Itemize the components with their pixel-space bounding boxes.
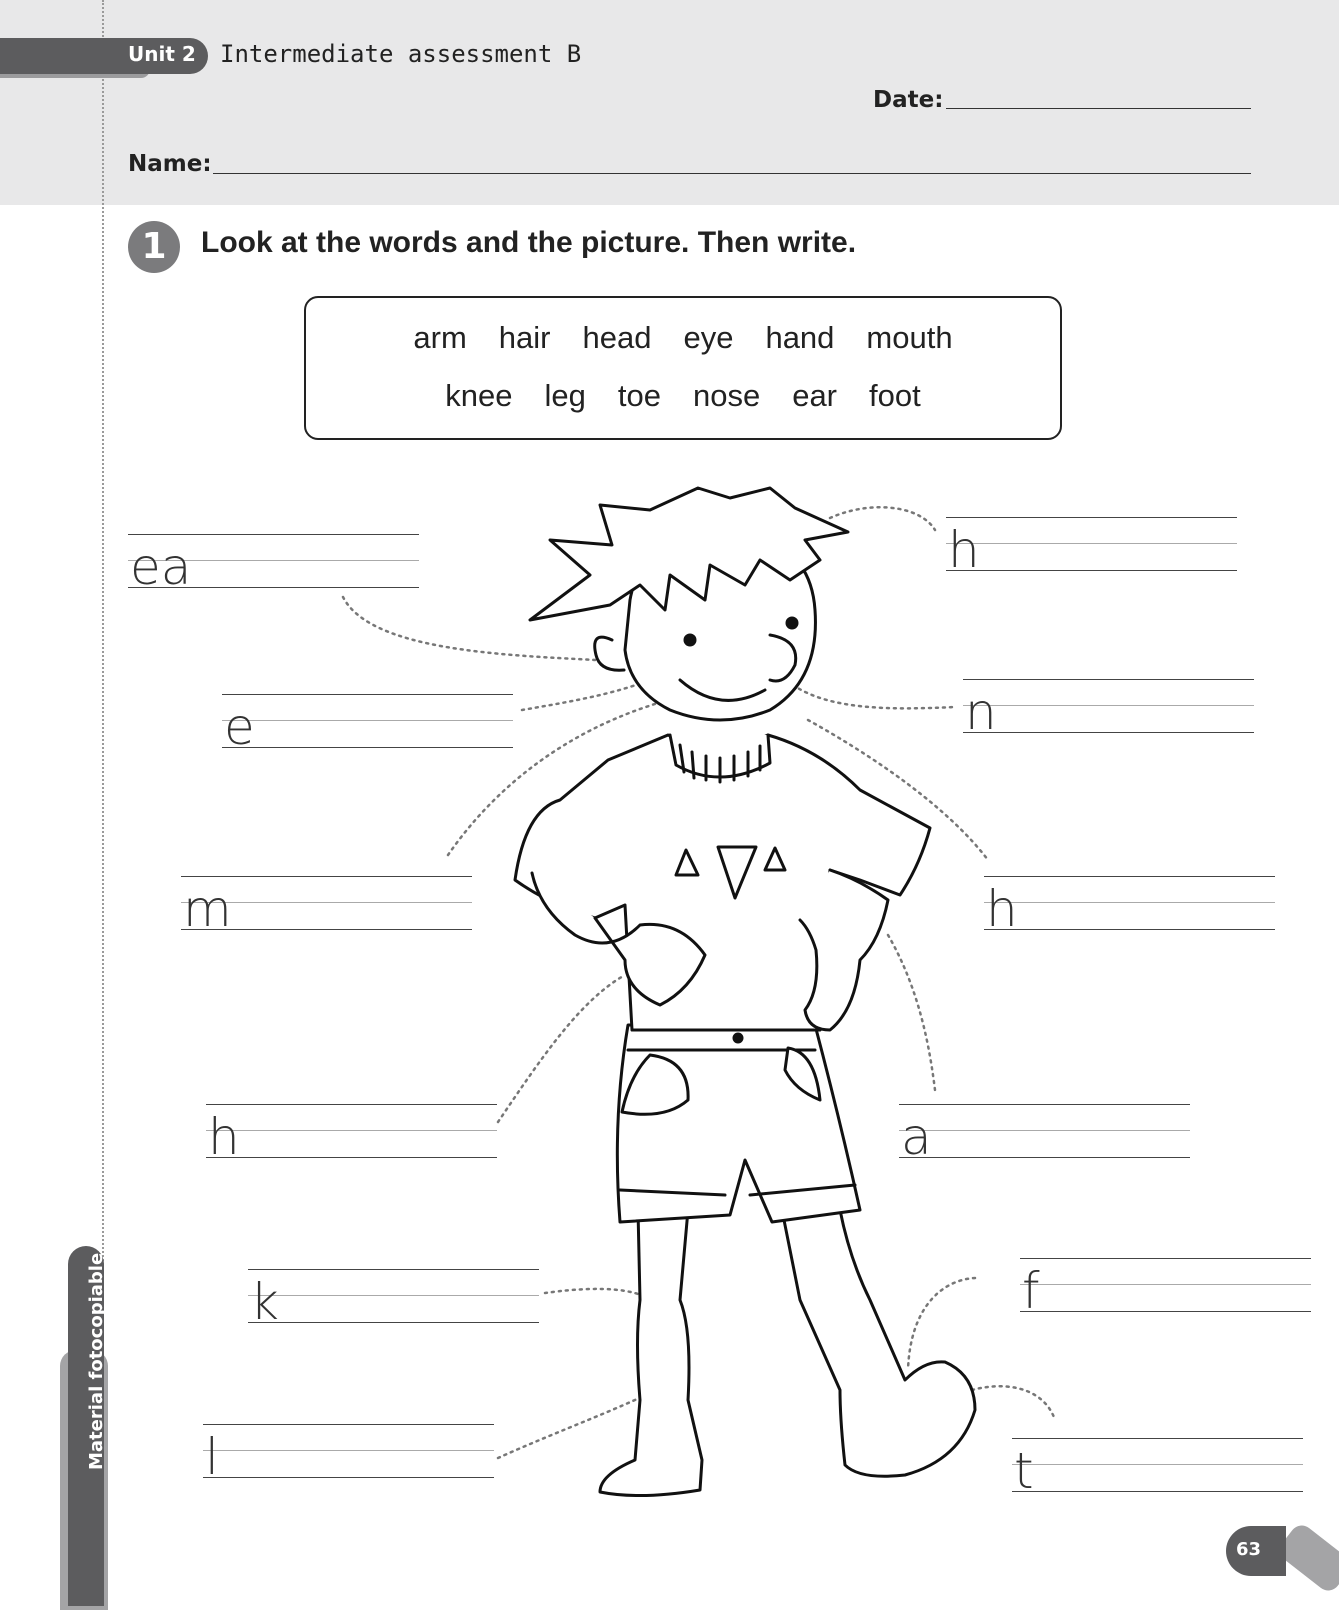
word-bank-word: foot bbox=[869, 378, 921, 413]
word-bank-word: mouth bbox=[866, 320, 953, 355]
answer-hint: h bbox=[208, 1108, 240, 1166]
word-bank-word: head bbox=[582, 320, 652, 355]
answer-line-nose[interactable] bbox=[963, 679, 1254, 741]
answer-hint: ea bbox=[130, 538, 192, 596]
answer-line-hair[interactable] bbox=[946, 517, 1237, 579]
answer-line-leg[interactable] bbox=[203, 1424, 494, 1486]
word-bank-word: knee bbox=[445, 378, 513, 413]
word-bank-word: leg bbox=[544, 378, 586, 413]
unit-label: Unit 2 bbox=[128, 42, 196, 66]
answer-line-knee[interactable] bbox=[248, 1269, 539, 1331]
word-bank-word: ear bbox=[792, 378, 838, 413]
exercise-instruction: Look at the words and the picture. Then write. bbox=[201, 226, 857, 259]
answer-hint: n bbox=[965, 683, 997, 741]
answer-line-foot[interactable] bbox=[1020, 1258, 1311, 1320]
answer-hint: l bbox=[205, 1428, 219, 1486]
assessment-title: Intermediate assessment B bbox=[220, 40, 582, 68]
answer-line-arm[interactable] bbox=[899, 1104, 1190, 1166]
answer-line-hand[interactable] bbox=[206, 1104, 497, 1166]
word-bank-word: eye bbox=[683, 320, 734, 355]
page-number: 63 bbox=[1236, 1539, 1262, 1560]
answer-line-mouth[interactable] bbox=[181, 876, 472, 938]
answer-hint: f bbox=[1022, 1262, 1040, 1320]
answer-hint: e bbox=[224, 698, 255, 756]
answer-line-ear[interactable] bbox=[128, 534, 419, 596]
answer-line-toe[interactable] bbox=[1012, 1438, 1303, 1500]
word-bank-word: hand bbox=[765, 320, 835, 355]
exercise-number-badge: 1 bbox=[128, 221, 180, 273]
word-bank-word: hair bbox=[498, 320, 551, 355]
word-bank-word: nose bbox=[692, 378, 761, 413]
answer-line-eye[interactable] bbox=[222, 694, 513, 756]
boy-figure bbox=[515, 488, 975, 1496]
answer-hint: a bbox=[901, 1108, 932, 1166]
photocopiable-label: Material fotocopiable bbox=[86, 1252, 107, 1470]
answer-hint: m bbox=[183, 880, 232, 938]
word-bank-word: toe bbox=[617, 378, 661, 413]
answer-hint: k bbox=[250, 1273, 279, 1331]
date-label: Date: bbox=[873, 87, 944, 113]
name-label: Name: bbox=[128, 151, 212, 177]
answer-line-head[interactable] bbox=[984, 876, 1275, 938]
answer-hint: t bbox=[1014, 1442, 1034, 1500]
word-bank-word: arm bbox=[413, 320, 467, 355]
answer-hint: h bbox=[986, 880, 1018, 938]
answer-hint: h bbox=[948, 521, 980, 579]
